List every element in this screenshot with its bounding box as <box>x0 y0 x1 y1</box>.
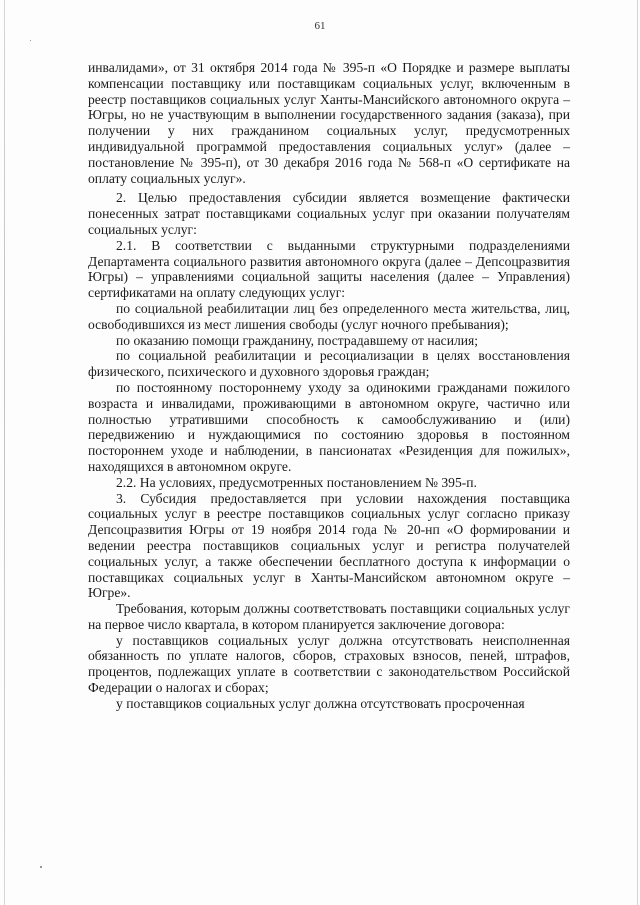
paragraph-service-rehab-homeless: по социальной реабилитации лиц без определенного места жительства, лиц, освободившихся из мест лишения свободы (услуг ночного пребывания); <box>88 300 570 332</box>
paragraph-continuation: инвалидами», от 31 октября 2014 года № 395-п «О Порядке и размере выплаты компенсации поставщику или поставщикам социальных услуг, включенным в реестр поставщиков социальных услуг Ханты-Мансийского автономного округа – Югры, но не участвующим в выполнении государственного задания (заказа), при получении у них гражданином социальных услуг, предусмотренных индивидуальной программой предоставления социальных услуг» (далее – постановление № 395-п), от 30 декабря 2016 года № 568-п «О сертификате на оплату социальных услуг». <box>88 60 570 186</box>
paragraph-item-2: 2. Целью предоставления субсидии является возмещение фактически понесенных затрат поставщиками социальных услуг при оказании получателям социальных услуг: <box>88 190 570 237</box>
paragraph-service-violence-help: по оказанию помощи гражданину, пострадавшему от насилия; <box>116 332 479 348</box>
page-number: 61 <box>314 20 326 32</box>
paragraph-requirements: Требования, которым должны соответствовать поставщики социальных услуг на первое число квартала, в котором планируется заключение договора: <box>88 601 570 632</box>
paragraph-service-elderly-care: по постоянному постороннему уходу за одинокими гражданами пожилого возраста и инвалидами, проживающими в автономном округе, частично или полностью утратившими способность к самообслуживанию и (или) передвижению и нуждающимися по состоянию здоровья в постоянном постороннем уходе и наблюдении, в пансионатах «Резиденция для пожилых», находящихся в автономном округе. <box>88 379 570 474</box>
scan-speck <box>40 866 42 868</box>
paragraph-requirement-taxes: у поставщиков социальных услуг должна отсутствовать неисполненная обязанность по уплате налогов, сборов, страховых взносов, пеней, штрафов, процентов, подлежащих уплате в соответствии с законодательством Российской Федерации о налогах и сборах; <box>88 632 570 696</box>
paragraph-requirement-overdue: у поставщиков социальных услуг должна отсутствовать просроченная <box>116 695 525 711</box>
document-body <box>88 60 570 712</box>
scan-edge-right <box>637 0 638 905</box>
scan-edge-left <box>4 0 5 905</box>
paragraph-item-3: 3. Субсидия предоставляется при условии нахождения поставщика социальных услуг в реестре поставщиков социальных услуг согласно приказу Депсоцразвития Югры от 19 ноября 2014 года № 20-нп «О формировании и ведении реестра поставщиков социальных услуг и регистра получателей социальных услуг, а также обеспечении бесплатного доступа к информации о поставщиках социальных услуг в Ханты-Мансийском автономном округе – Югре». <box>88 490 570 601</box>
paragraph-item-2-2: 2.2. На условиях, предусмотренных постановлением № 395-п. <box>116 474 477 490</box>
paragraph-service-resocialization: по социальной реабилитации и ресоциализации в целях восстановления физического, психического и духовного здоровья граждан; <box>88 348 570 380</box>
scan-speck <box>30 40 31 41</box>
paragraph-item-2-1: 2.1. В соответствии с выданными структурными подразделениями Департамента социального развития автономного округа (далее – Депсоцразвития Югры) – управлениями социальной защиты населения (далее – Управления) сертификатами на оплату следующих услуг: <box>88 237 570 301</box>
